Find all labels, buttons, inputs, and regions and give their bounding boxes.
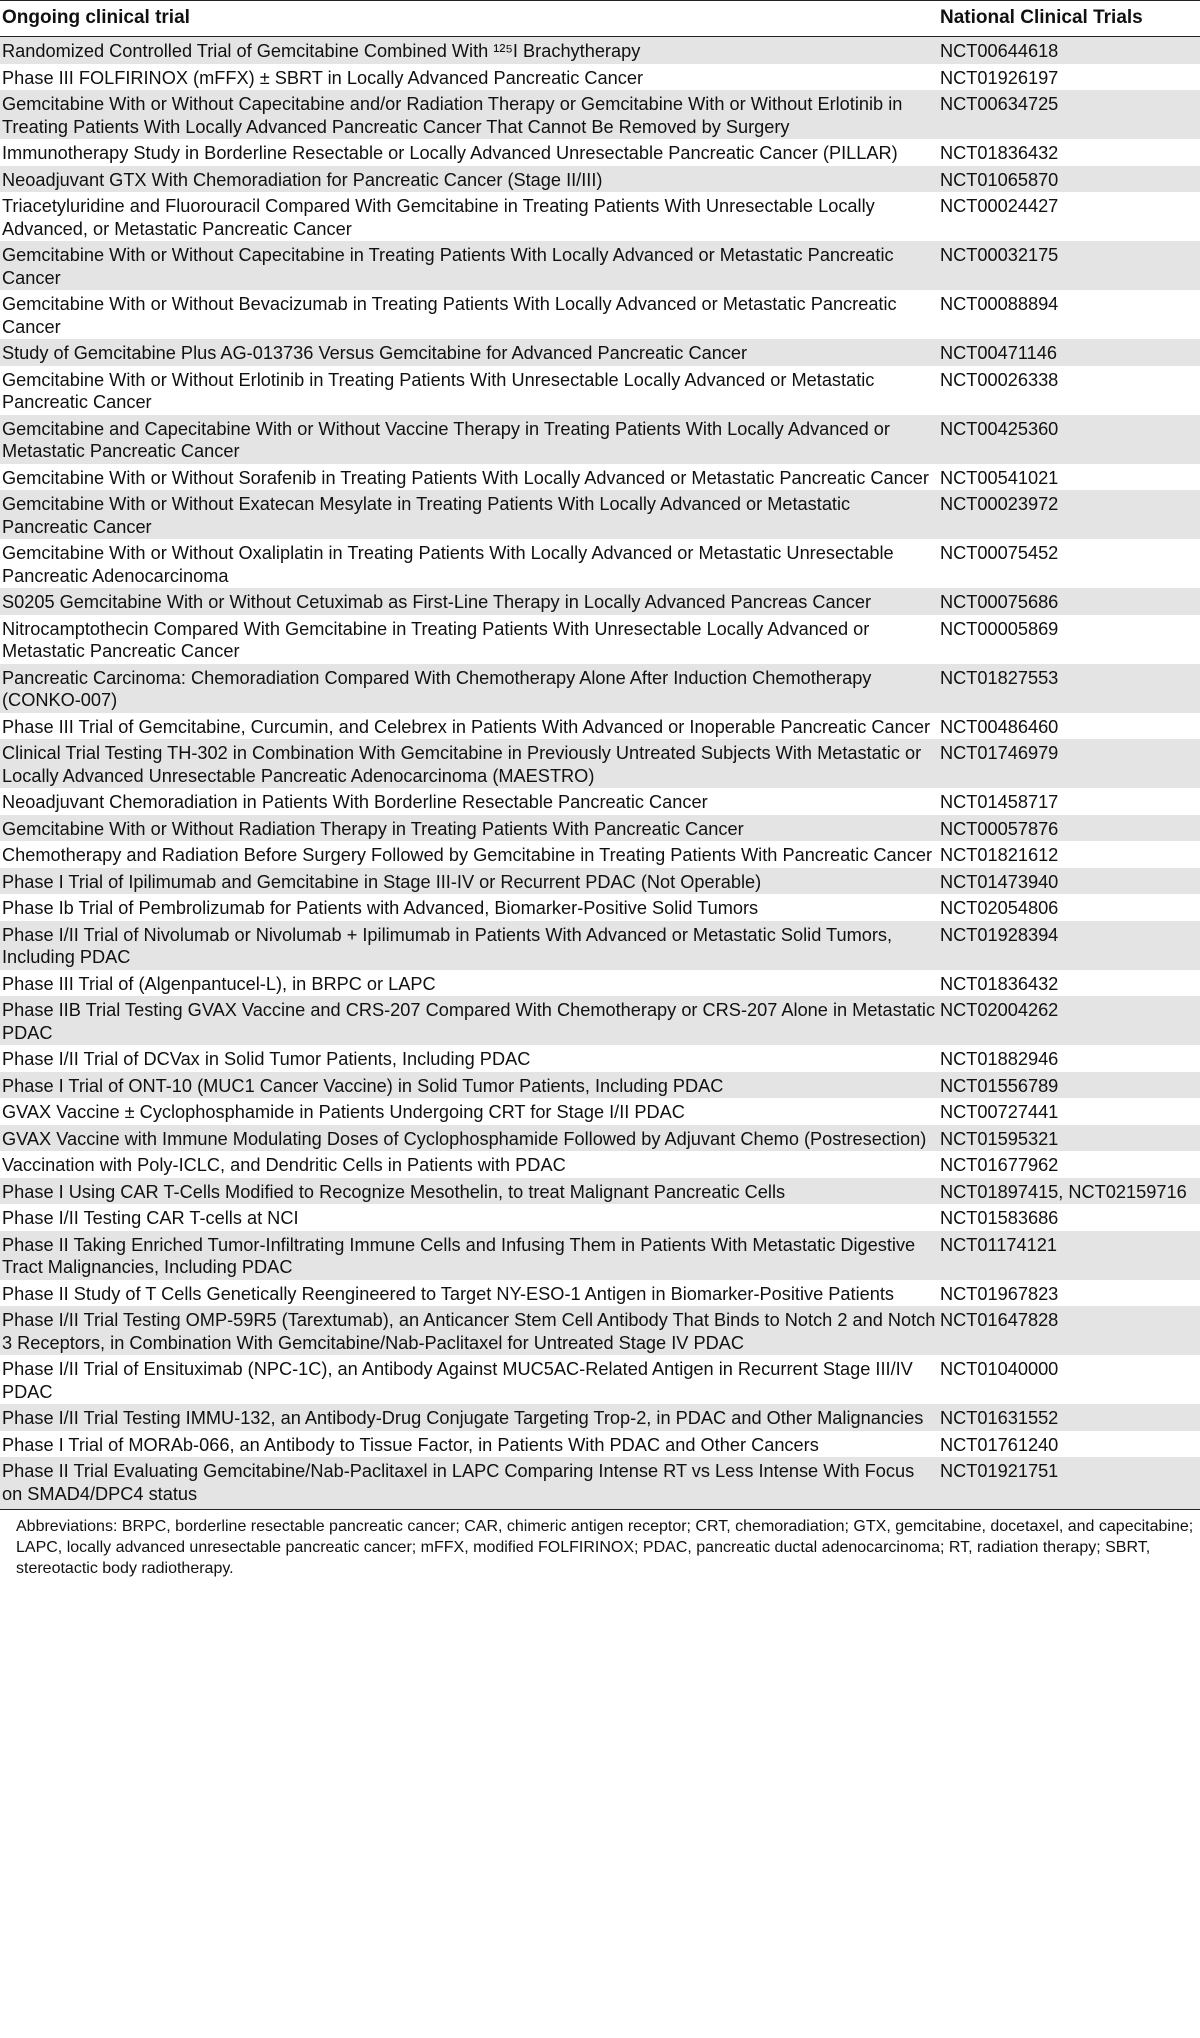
trial-title-cell: Gemcitabine With or Without Radiation Therapy in Treating Patients With Pancreatic Cancer xyxy=(0,815,938,842)
nct-id-cell: NCT01836432 xyxy=(940,143,1059,163)
nct-id-cell: NCT00088894 xyxy=(940,294,1059,314)
trial-title-cell: Phase I/II Trial Testing OMP-59R5 (Tarextumab), an Anticancer Stem Cell Antibody That Binds to Notch 2 and Notch 3 Receptors, in Combination With Gemcitabine/Nab-Paclitaxel for Untreated Stage IV PDAC xyxy=(0,1306,938,1355)
trial-title-cell: Vaccination with Poly-ICLC, and Dendritic Cells in Patients with PDAC xyxy=(2,1155,566,1175)
nct-id-cell: NCT01821612 xyxy=(940,845,1059,865)
trial-title-cell: Triacetyluridine and Fluorouracil Compared With Gemcitabine in Treating Patients With Unresectable Locally Advanced, or Metastatic Pancreatic Cancer xyxy=(2,196,875,239)
nct-id-cell: NCT00634725 xyxy=(938,90,1200,139)
table-row xyxy=(0,241,1200,290)
trial-title-cell: S0205 Gemcitabine With or Without Cetuximab as First-Line Therapy in Locally Advanced Pancreas Cancer xyxy=(0,588,938,615)
trial-title-cell: Phase I Trial of Ipilimumab and Gemcitabine in Stage III-IV or Recurrent PDAC (Not Operable) xyxy=(0,868,938,895)
trial-title-cell: Gemcitabine With or Without Erlotinib in Treating Patients With Unresectable Locally Advanced or Metastatic Pancreatic Cancer xyxy=(2,369,875,412)
trial-title-cell: Gemcitabine With or Without Oxaliplatin in Treating Patients With Locally Advanced or Metastatic Unresectable Pancreatic Adenocarcinoma xyxy=(2,543,894,586)
table-row xyxy=(0,490,1200,539)
nct-id-cell: NCT01827553 xyxy=(938,664,1200,713)
nct-id-cell: NCT00075686 xyxy=(938,588,1200,615)
trial-title-cell: Neoadjuvant Chemoradiation in Patients With Borderline Resectable Pancreatic Cancer xyxy=(2,792,708,812)
nct-id-cell: NCT00057876 xyxy=(938,815,1200,842)
table-row xyxy=(0,588,1200,615)
nct-id-cell: NCT01926197 xyxy=(940,67,1059,88)
nct-id-cell: NCT01967823 xyxy=(940,1283,1059,1304)
table-row xyxy=(0,1404,1200,1431)
nct-id-cell: NCT00005869 xyxy=(940,618,1059,639)
nct-id-cell: NCT01458717 xyxy=(940,792,1059,812)
table-row xyxy=(0,894,1200,921)
table-row xyxy=(0,464,1200,491)
table-row xyxy=(0,415,1200,464)
table-row xyxy=(0,1355,1200,1404)
table-body xyxy=(0,37,1200,1510)
nct-id-cell: NCT01174121 xyxy=(938,1231,1200,1280)
table-row xyxy=(0,921,1200,970)
nct-id-cell: NCT02054806 xyxy=(940,898,1059,918)
table-row xyxy=(0,290,1200,339)
table-header-row xyxy=(0,1,1200,37)
trial-title-cell: Nitrocamptothecin Compared With Gemcitabine in Treating Patients With Unresectable Locally Advanced or Metastatic Pancreatic Cancer xyxy=(2,618,870,661)
trial-title-cell: Immunotherapy Study in Borderline Resectable or Locally Advanced Unresectable Pancreatic Cancer (PILLAR) xyxy=(2,143,898,163)
table-row xyxy=(0,539,1200,588)
table-row xyxy=(0,1431,1200,1458)
nct-id-cell: NCT01897415, NCT02159716 xyxy=(938,1178,1200,1205)
trial-title-cell: Clinical Trial Testing TH-302 in Combination With Gemcitabine in Previously Untreated Subjects With Metastatic or Locally Advanced Unresectable Pancreatic Adenocarcinoma (MAESTRO) xyxy=(0,739,938,788)
nct-id-cell: NCT01921751 xyxy=(938,1457,1200,1510)
nct-id-cell: NCT00727441 xyxy=(940,1102,1059,1122)
table-row xyxy=(0,1072,1200,1099)
nct-id-cell: NCT01836432 xyxy=(940,973,1059,994)
nct-id-cell: NCT01065870 xyxy=(938,166,1200,193)
trial-title-cell: Phase I Using CAR T-Cells Modified to Recognize Mesothelin, to treat Malignant Pancreatic Cells xyxy=(0,1178,938,1205)
table-row xyxy=(0,1045,1200,1072)
trial-title-cell: Phase I Trial of MORAb-066, an Antibody to Tissue Factor, in Patients With PDAC and Other Cancers xyxy=(2,1434,819,1455)
nct-id-cell: NCT00541021 xyxy=(940,467,1059,488)
trial-title-cell: Phase IIB Trial Testing GVAX Vaccine and CRS-207 Compared With Chemotherapy or CRS-207 Alone in Metastatic PDAC xyxy=(0,996,938,1045)
table-row xyxy=(0,339,1200,366)
trial-title-cell: Phase I/II Trial Testing IMMU-132, an Antibody-Drug Conjugate Targeting Trop-2, in PDAC and Other Malignancies xyxy=(0,1404,938,1431)
table-row xyxy=(0,1306,1200,1355)
nct-id-cell: NCT00644618 xyxy=(938,37,1200,64)
table-row xyxy=(0,166,1200,193)
nct-id-cell: NCT00486460 xyxy=(940,716,1059,737)
nct-id-cell: NCT01595321 xyxy=(938,1125,1200,1152)
trial-title-cell: Gemcitabine With or Without Capecitabine and/or Radiation Therapy or Gemcitabine With or Without Erlotinib in Treating Patients With Locally Advanced Pancreatic Cancer That Cannot Be Removed by Surgery xyxy=(0,90,938,139)
nct-id-cell: NCT01583686 xyxy=(940,1208,1059,1228)
nct-id-cell: NCT00026338 xyxy=(940,369,1059,390)
trial-title-cell: Gemcitabine With or Without Exatecan Mesylate in Treating Patients With Locally Advanced or Metastatic Pancreatic Cancer xyxy=(0,490,938,539)
trial-title-cell: Phase III FOLFIRINOX (mFFX) ± SBRT in Locally Advanced Pancreatic Cancer xyxy=(2,67,644,88)
trial-title-cell: Neoadjuvant GTX With Chemoradiation for Pancreatic Cancer (Stage II/III) xyxy=(0,166,938,193)
trial-title-cell: Phase I/II Testing CAR T-cells at NCI xyxy=(2,1208,299,1228)
trial-title-cell: Phase II Study of T Cells Genetically Reengineered to Target NY-ESO-1 Antigen in Biomarker-Positive Patients xyxy=(2,1283,894,1304)
nct-id-cell: NCT01928394 xyxy=(938,921,1200,970)
nct-id-cell: NCT00471146 xyxy=(938,339,1200,366)
table-row xyxy=(0,713,1200,740)
table-row xyxy=(0,37,1200,64)
trial-title-cell: GVAX Vaccine ± Cyclophosphamide in Patients Undergoing CRT for Stage I/II PDAC xyxy=(2,1102,685,1122)
nct-id-cell: NCT00023972 xyxy=(938,490,1200,539)
nct-id-cell: NCT01746979 xyxy=(938,739,1200,788)
table-row xyxy=(0,664,1200,713)
table-row xyxy=(0,192,1200,241)
trial-title-cell: Gemcitabine With or Without Bevacizumab in Treating Patients With Locally Advanced or Metastatic Pancreatic Cancer xyxy=(2,294,897,337)
trial-title-cell: Phase I Trial of ONT-10 (MUC1 Cancer Vaccine) in Solid Tumor Patients, Including PDAC xyxy=(0,1072,938,1099)
table-row xyxy=(0,970,1200,997)
nct-id-cell: NCT00032175 xyxy=(938,241,1200,290)
trial-title-cell: Gemcitabine With or Without Sorafenib in Treating Patients With Locally Advanced or Metastatic Pancreatic Cancer xyxy=(2,467,929,488)
table-row xyxy=(0,1151,1200,1178)
trial-title-cell: Phase III Trial of (Algenpantucel-L), in BRPC or LAPC xyxy=(2,973,436,994)
nct-id-cell: NCT01040000 xyxy=(940,1359,1059,1379)
trial-title-cell: Phase II Taking Enriched Tumor-Infiltrating Immune Cells and Infusing Them in Patients With Metastatic Digestive Tract Malignancies, Including PDAC xyxy=(0,1231,938,1280)
nct-id-cell: NCT00024427 xyxy=(940,196,1059,216)
table-row xyxy=(0,615,1200,664)
trial-title-cell: Gemcitabine and Capecitabine With or Without Vaccine Therapy in Treating Patients With Locally Advanced or Metastatic Pancreatic Cancer xyxy=(0,415,938,464)
table-row xyxy=(0,1457,1200,1510)
trial-title-cell: Randomized Controlled Trial of Gemcitabine Combined With ¹²⁵I Brachytherapy xyxy=(0,37,938,64)
table-row xyxy=(0,1178,1200,1205)
trial-title-cell: Study of Gemcitabine Plus AG-013736 Versus Gemcitabine for Advanced Pancreatic Cancer xyxy=(0,339,938,366)
table-row xyxy=(0,366,1200,415)
table-row xyxy=(0,739,1200,788)
table-row xyxy=(0,1204,1200,1231)
trial-title-cell: Phase III Trial of Gemcitabine, Curcumin, and Celebrex in Patients With Advanced or Inoperable Pancreatic Cancer xyxy=(2,716,931,737)
nct-id-cell: NCT00425360 xyxy=(938,415,1200,464)
table-row xyxy=(0,1280,1200,1307)
trial-title-cell: Phase I/II Trial of Ensituximab (NPC-1C), an Antibody Against MUC5AC-Related Antigen in Recurrent Stage III/IV PDAC xyxy=(2,1359,913,1402)
nct-id-cell: NCT01631552 xyxy=(938,1404,1200,1431)
nct-id-cell: NCT01473940 xyxy=(938,868,1200,895)
nct-id-cell: NCT01882946 xyxy=(940,1049,1059,1069)
table-row xyxy=(0,788,1200,815)
nct-id-cell: NCT02004262 xyxy=(938,996,1200,1045)
nct-id-cell: NCT01677962 xyxy=(940,1155,1059,1175)
trial-title-cell: Pancreatic Carcinoma: Chemoradiation Compared With Chemotherapy Alone After Induction Chemotherapy (CONKO-007) xyxy=(0,664,938,713)
nct-id-cell: NCT01556789 xyxy=(938,1072,1200,1099)
trial-title-cell: Phase I/II Trial of Nivolumab or Nivolumab + Ipilimumab in Patients With Advanced or Metastatic Solid Tumors, Including PDAC xyxy=(0,921,938,970)
abbreviations-footnote: Abbreviations: BRPC, borderline resectable pancreatic cancer; CAR, chimeric antigen receptor; CRT, chemoradiation; GTX, gemcitabine, docetaxel, and capecitabine; LAPC, locally advanced unresectable pancreatic cancer; mFFX, modified FOLFIRINOX; PDAC, pancreatic ductal adenocarcinoma; RT, radiation therapy; SBRT, stereotactic body radiotherapy. xyxy=(16,1518,1194,1577)
trial-title-cell: Phase Ib Trial of Pembrolizumab for Patients with Advanced, Biomarker-Positive Solid Tumors xyxy=(2,898,759,918)
table-row xyxy=(0,841,1200,868)
table-row xyxy=(0,1125,1200,1152)
trial-title-cell: Gemcitabine With or Without Capecitabine in Treating Patients With Locally Advanced or Metastatic Pancreatic Cancer xyxy=(0,241,938,290)
trial-title-cell: Chemotherapy and Radiation Before Surgery Followed by Gemcitabine in Treating Patients With Pancreatic Cancer xyxy=(2,845,933,865)
nct-id-cell: NCT00075452 xyxy=(940,543,1059,563)
table-row xyxy=(0,1098,1200,1125)
table-row xyxy=(0,1231,1200,1280)
trial-title-cell: Phase I/II Trial of DCVax in Solid Tumor Patients, Including PDAC xyxy=(2,1049,531,1069)
table-row xyxy=(0,64,1200,91)
table-row xyxy=(0,90,1200,139)
table-row xyxy=(0,996,1200,1045)
header-nct: National Clinical Trials xyxy=(938,1,1200,37)
nct-id-cell: NCT01761240 xyxy=(940,1434,1059,1455)
trial-title-cell: GVAX Vaccine with Immune Modulating Doses of Cyclophosphamide Followed by Adjuvant Chemo (Postresection) xyxy=(0,1125,938,1152)
nct-id-cell: NCT01647828 xyxy=(938,1306,1200,1355)
header-trial: Ongoing clinical trial xyxy=(0,1,938,37)
trial-title-cell: Phase II Trial Evaluating Gemcitabine/Nab-Paclitaxel in LAPC Comparing Intense RT vs Less Intense With Focus on SMAD4/DPC4 status xyxy=(0,1457,938,1510)
table-row xyxy=(0,868,1200,895)
table-row xyxy=(0,815,1200,842)
table-row xyxy=(0,139,1200,166)
